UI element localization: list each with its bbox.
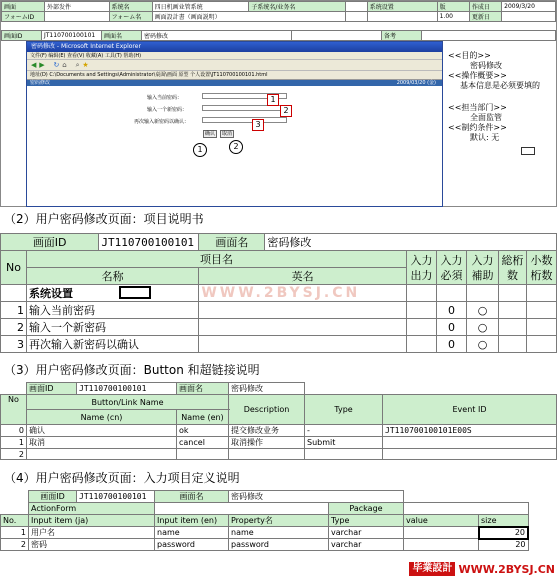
sheet-header-table [1, 1, 556, 22]
header-cell: 项目名 [27, 251, 407, 268]
cell: 输入当前密码 [27, 302, 199, 319]
cell: 0 [437, 319, 467, 336]
note-line: 密码修改 [470, 61, 502, 70]
table-row [1, 437, 557, 449]
cell: 取消 [27, 437, 177, 449]
table-row [1, 319, 557, 336]
table-row [1, 527, 529, 539]
cell: 密码 [29, 539, 155, 551]
footer-watermark [409, 562, 555, 576]
header-cell: 総桁数 [499, 251, 527, 285]
favorites-icon: ★ [82, 61, 89, 69]
cell: 更新日 [469, 12, 501, 22]
cell: 系统名 [109, 2, 152, 12]
screen-id-cell: JT110700100101 [99, 234, 199, 251]
header-cell: 英名 [199, 268, 407, 285]
cell: varchar [329, 527, 404, 539]
menu-bar: 文件(F) 编辑(E) 查看(V) 收藏(A) 工具(T) 帮助(H) [27, 52, 442, 60]
header-cell: Name (en) [177, 410, 229, 425]
cell: 2009/3/20 [502, 2, 556, 12]
cell: 2 [1, 539, 29, 551]
cell: 四日机画业管系统 [152, 2, 249, 12]
header-cell: Name (cn) [27, 410, 177, 425]
search-icon: ⌕ [75, 61, 80, 69]
form-label: 输入当前密码： [147, 95, 183, 101]
cell: ○ [467, 319, 499, 336]
section-caption: （3）用户密码修改页面：Button 和超链接说明 [4, 363, 260, 377]
cell: 画面 [2, 2, 45, 12]
screen-id-cell: JT110700100101 [77, 383, 177, 395]
page-title: 密码修改 [30, 80, 51, 86]
header-cell: No. [1, 515, 29, 527]
page-header-bar [27, 80, 442, 86]
cell: name [155, 527, 229, 539]
cell: 画面ID [2, 31, 42, 41]
cell: 画面設計書（画面説明） [152, 12, 346, 22]
forward-icon: ▶ [39, 61, 45, 69]
cell: 密码修改 [142, 31, 292, 41]
cell: 系统设置 [367, 2, 437, 12]
design-sheet [0, 0, 557, 207]
cell [45, 12, 110, 22]
window-title: 密码修改 - Microsoft Internet Explorer [27, 42, 442, 52]
header-cell: 名称 [27, 268, 199, 285]
screen-id-cell: JT110700100101 [77, 491, 155, 503]
input-item-table [0, 490, 529, 551]
cell: 20 [479, 527, 529, 539]
cell: 1 [1, 302, 27, 319]
header-cell: 画面名 [177, 383, 229, 395]
note-line: 基本信息是必须要填的 [460, 81, 540, 90]
brand-url: WWW.2BYSJ.CN [458, 562, 555, 576]
header-cell: 画面ID [27, 383, 77, 395]
header-cell: Description [229, 395, 305, 425]
cell: password [229, 539, 329, 551]
table-row [1, 425, 557, 437]
table-row [1, 302, 557, 319]
cell [404, 539, 479, 551]
header-cell: 入力補助 [467, 251, 499, 285]
header-cell: Button/Link Name [27, 395, 229, 410]
note-line: <<制约条件>> [448, 123, 507, 132]
confirm-button[interactable]: 确认 [204, 131, 215, 137]
cell: 确认 [27, 425, 177, 437]
cell: 子系统名/业务名 [249, 2, 346, 12]
cell: password [155, 539, 229, 551]
header-cell: 入力必須 [437, 251, 467, 285]
cell: 0 [437, 336, 467, 353]
page-date: 2009/03/20 (金) [396, 80, 436, 86]
header-cell: 画面ID [29, 491, 77, 503]
brand-logo: 毕業設計 [409, 562, 455, 576]
header-cell: Package [329, 503, 404, 515]
cell: 1 [1, 527, 29, 539]
confirm-password-input[interactable] [202, 117, 287, 123]
header-cell: 入力出力 [407, 251, 437, 285]
back-icon: ◀ [31, 61, 37, 69]
header-cell: size [479, 515, 529, 527]
header-cell: Type [329, 515, 404, 527]
decorative-box [521, 147, 535, 155]
cell [346, 12, 368, 22]
button-link-table [0, 382, 557, 460]
cell: varchar [329, 539, 404, 551]
form-label: 再次输入新密码以确认： [134, 119, 190, 125]
address-bar: 地址(D) C:\Documents and Settings\Administrator\桌面\画面 原型 个人设置\JT110700100101.html [27, 71, 442, 80]
marker-label: 2 [280, 105, 292, 117]
note-line [448, 91, 556, 103]
cell: 2 [1, 319, 27, 336]
cell: 画面名 [102, 31, 142, 41]
cell: cancel [177, 437, 229, 449]
cell: ○ [467, 336, 499, 353]
cell [502, 12, 556, 22]
note-line: 默认: 无 [470, 133, 500, 142]
group-label: 系统设置 [29, 287, 73, 300]
screen-name-cell: 密码修改 [229, 383, 305, 395]
cell [346, 2, 368, 12]
note-line: <<操作概要>> [448, 71, 507, 80]
sheet-id-table [1, 30, 556, 41]
cell: フォームID [2, 12, 45, 22]
section-caption: （2）用户密码修改页面：项目说明书 [4, 212, 204, 226]
cell: - [305, 425, 383, 437]
home-icon: ⌂ [62, 61, 67, 69]
cell: 2 [1, 449, 27, 460]
cancel-button[interactable]: 取消 [221, 131, 232, 137]
watermark: WWW.2BYSJ.CN [201, 285, 361, 301]
screen-name-cell: 密码修改 [229, 491, 404, 503]
browser-window-mockup [26, 41, 443, 207]
header-cell: ActionForm [29, 503, 155, 515]
header-cell: Input item (ja) [29, 515, 155, 527]
table-row [1, 539, 529, 551]
marker-label: 3 [252, 119, 264, 131]
cell [383, 437, 557, 449]
cell: JT110700100101E00S [383, 425, 557, 437]
header-cell: 小数桁数 [527, 251, 557, 285]
table-row [1, 449, 557, 460]
cell: ok [177, 425, 229, 437]
header-cell: value [404, 515, 479, 527]
cell: 备考 [382, 31, 422, 41]
cell: 0 [437, 302, 467, 319]
page-area [27, 80, 442, 206]
cell: 再次输入新密码以确认 [27, 336, 199, 353]
header-cell: 画面ID [1, 234, 99, 251]
marker-label: 1 [267, 94, 279, 106]
header-cell: Event ID [383, 395, 557, 425]
header-cell: Type [305, 395, 383, 425]
cell: ○ [467, 302, 499, 319]
item-spec-table [0, 233, 557, 353]
note-line: <<担当部门>> [448, 103, 507, 112]
form-label: 输入一个新密码： [147, 107, 188, 113]
cell: 0 [1, 425, 27, 437]
header-cell: No [1, 395, 27, 425]
cell [404, 527, 479, 539]
toolbar [27, 60, 442, 71]
header-cell: No [1, 251, 27, 285]
header-cell: Property名 [229, 515, 329, 527]
cell: 提交修改业务 [229, 425, 305, 437]
table-row [1, 336, 557, 353]
cell: フォーム名 [109, 12, 152, 22]
cell: 版 [437, 2, 469, 12]
selected-cell-box [119, 286, 151, 299]
header-cell: 画面名 [155, 491, 229, 503]
refresh-icon: ↻ [53, 61, 60, 69]
section-caption: （4）用户密码修改页面：入力项目定义说明 [4, 471, 240, 485]
screen-name-cell: 密码修改 [265, 234, 557, 251]
cell [422, 31, 556, 41]
note-line: <<目的>> [448, 51, 491, 60]
cell [292, 31, 382, 41]
cell: 用户名 [29, 527, 155, 539]
cell: name [229, 527, 329, 539]
note-line: 全面监管 [470, 113, 502, 122]
group-cell [27, 285, 199, 302]
cell: 输入一个新密码 [27, 319, 199, 336]
callout-circle: 1 [193, 143, 207, 157]
cell: 20 [479, 539, 529, 551]
cell: 取消操作 [229, 437, 305, 449]
cell: 作成日 [469, 2, 501, 12]
callout-circle: 2 [229, 140, 243, 154]
cell [367, 12, 437, 22]
cell: 1 [1, 437, 27, 449]
header-cell: Input item (en) [155, 515, 229, 527]
cell: 1.00 [437, 12, 469, 22]
cell: Submit [305, 437, 383, 449]
header-cell: 画面名 [199, 234, 265, 251]
cell: 外部发件 [45, 2, 110, 12]
watermark-cell [199, 285, 407, 302]
cell: 3 [1, 336, 27, 353]
side-notes [448, 51, 556, 143]
cell: JT110700100101 [42, 31, 102, 41]
